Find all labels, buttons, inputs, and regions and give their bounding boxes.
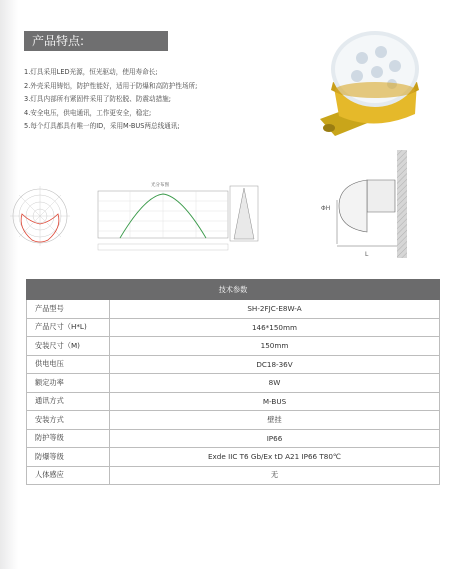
row-label: 产品型号	[27, 300, 110, 319]
spec-table-header: 技术参数	[27, 280, 440, 300]
table-row	[27, 429, 440, 448]
feature-item: 3.灯具内部所有紧固件采用了防松脱、防震动措施;	[24, 95, 171, 104]
photometric-drawings	[10, 176, 260, 256]
polar-distribution-diagram	[10, 186, 70, 246]
row-value: 壁挂	[110, 411, 440, 430]
row-value: IP66	[110, 429, 440, 448]
feature-list	[24, 66, 284, 134]
row-value: SH-2FJC-E8W-A	[110, 300, 440, 319]
row-value: 无	[110, 466, 440, 485]
table-row	[27, 355, 440, 374]
row-label: 通讯方式	[27, 392, 110, 411]
row-label: 安装尺寸（M)	[27, 337, 110, 356]
table-row	[27, 448, 440, 467]
row-value: DC18-36V	[110, 355, 440, 374]
dimension-label-h: ΦH	[321, 205, 331, 212]
page-edge-shadow	[0, 0, 18, 569]
illumination-cone-diagram	[230, 186, 258, 241]
feature-item: 5.每个灯具都具有唯一的ID，采用M-BUS两总线通讯;	[24, 122, 180, 131]
spec-table	[26, 279, 440, 485]
light-distribution-title: 光分布图	[151, 183, 169, 188]
row-label: 供电电压	[27, 355, 110, 374]
product-lamp-image	[315, 24, 435, 139]
table-row	[27, 411, 440, 430]
light-curve-chart	[98, 181, 228, 250]
row-label: 人体感应	[27, 466, 110, 485]
feature-item: 4.安全电压，供电通讯，工作更安全，稳定;	[24, 108, 152, 117]
dimension-label-l: L	[365, 251, 369, 258]
row-value: 146*150mm	[110, 318, 440, 337]
table-row	[27, 466, 440, 485]
feature-item: 2.外壳采用铸铝，防护性能好，适用于防爆和高防护性场所;	[24, 81, 198, 90]
row-label: 额定功率	[27, 374, 110, 393]
table-row	[27, 337, 440, 356]
dimension-drawing	[317, 150, 413, 260]
table-row	[27, 300, 440, 319]
feature-item: 1.灯具采用LED光源，恒光驱动，使用寿命长;	[24, 68, 158, 76]
row-value: M-BUS	[110, 392, 440, 411]
row-value: Exde IIC T6 Gb/Ex tD A21 IP66 T80℃	[110, 448, 440, 467]
row-label: 安装方式	[27, 411, 110, 430]
table-row	[27, 374, 440, 393]
row-label: 防护等级	[27, 429, 110, 448]
row-value: 8W	[110, 374, 440, 393]
row-label: 产品尺寸（H*L)	[27, 318, 110, 337]
row-label: 防爆等级	[27, 448, 110, 467]
table-row	[27, 392, 440, 411]
section-title: 产品特点:	[24, 31, 168, 51]
table-row	[27, 318, 440, 337]
row-value: 150mm	[110, 337, 440, 356]
